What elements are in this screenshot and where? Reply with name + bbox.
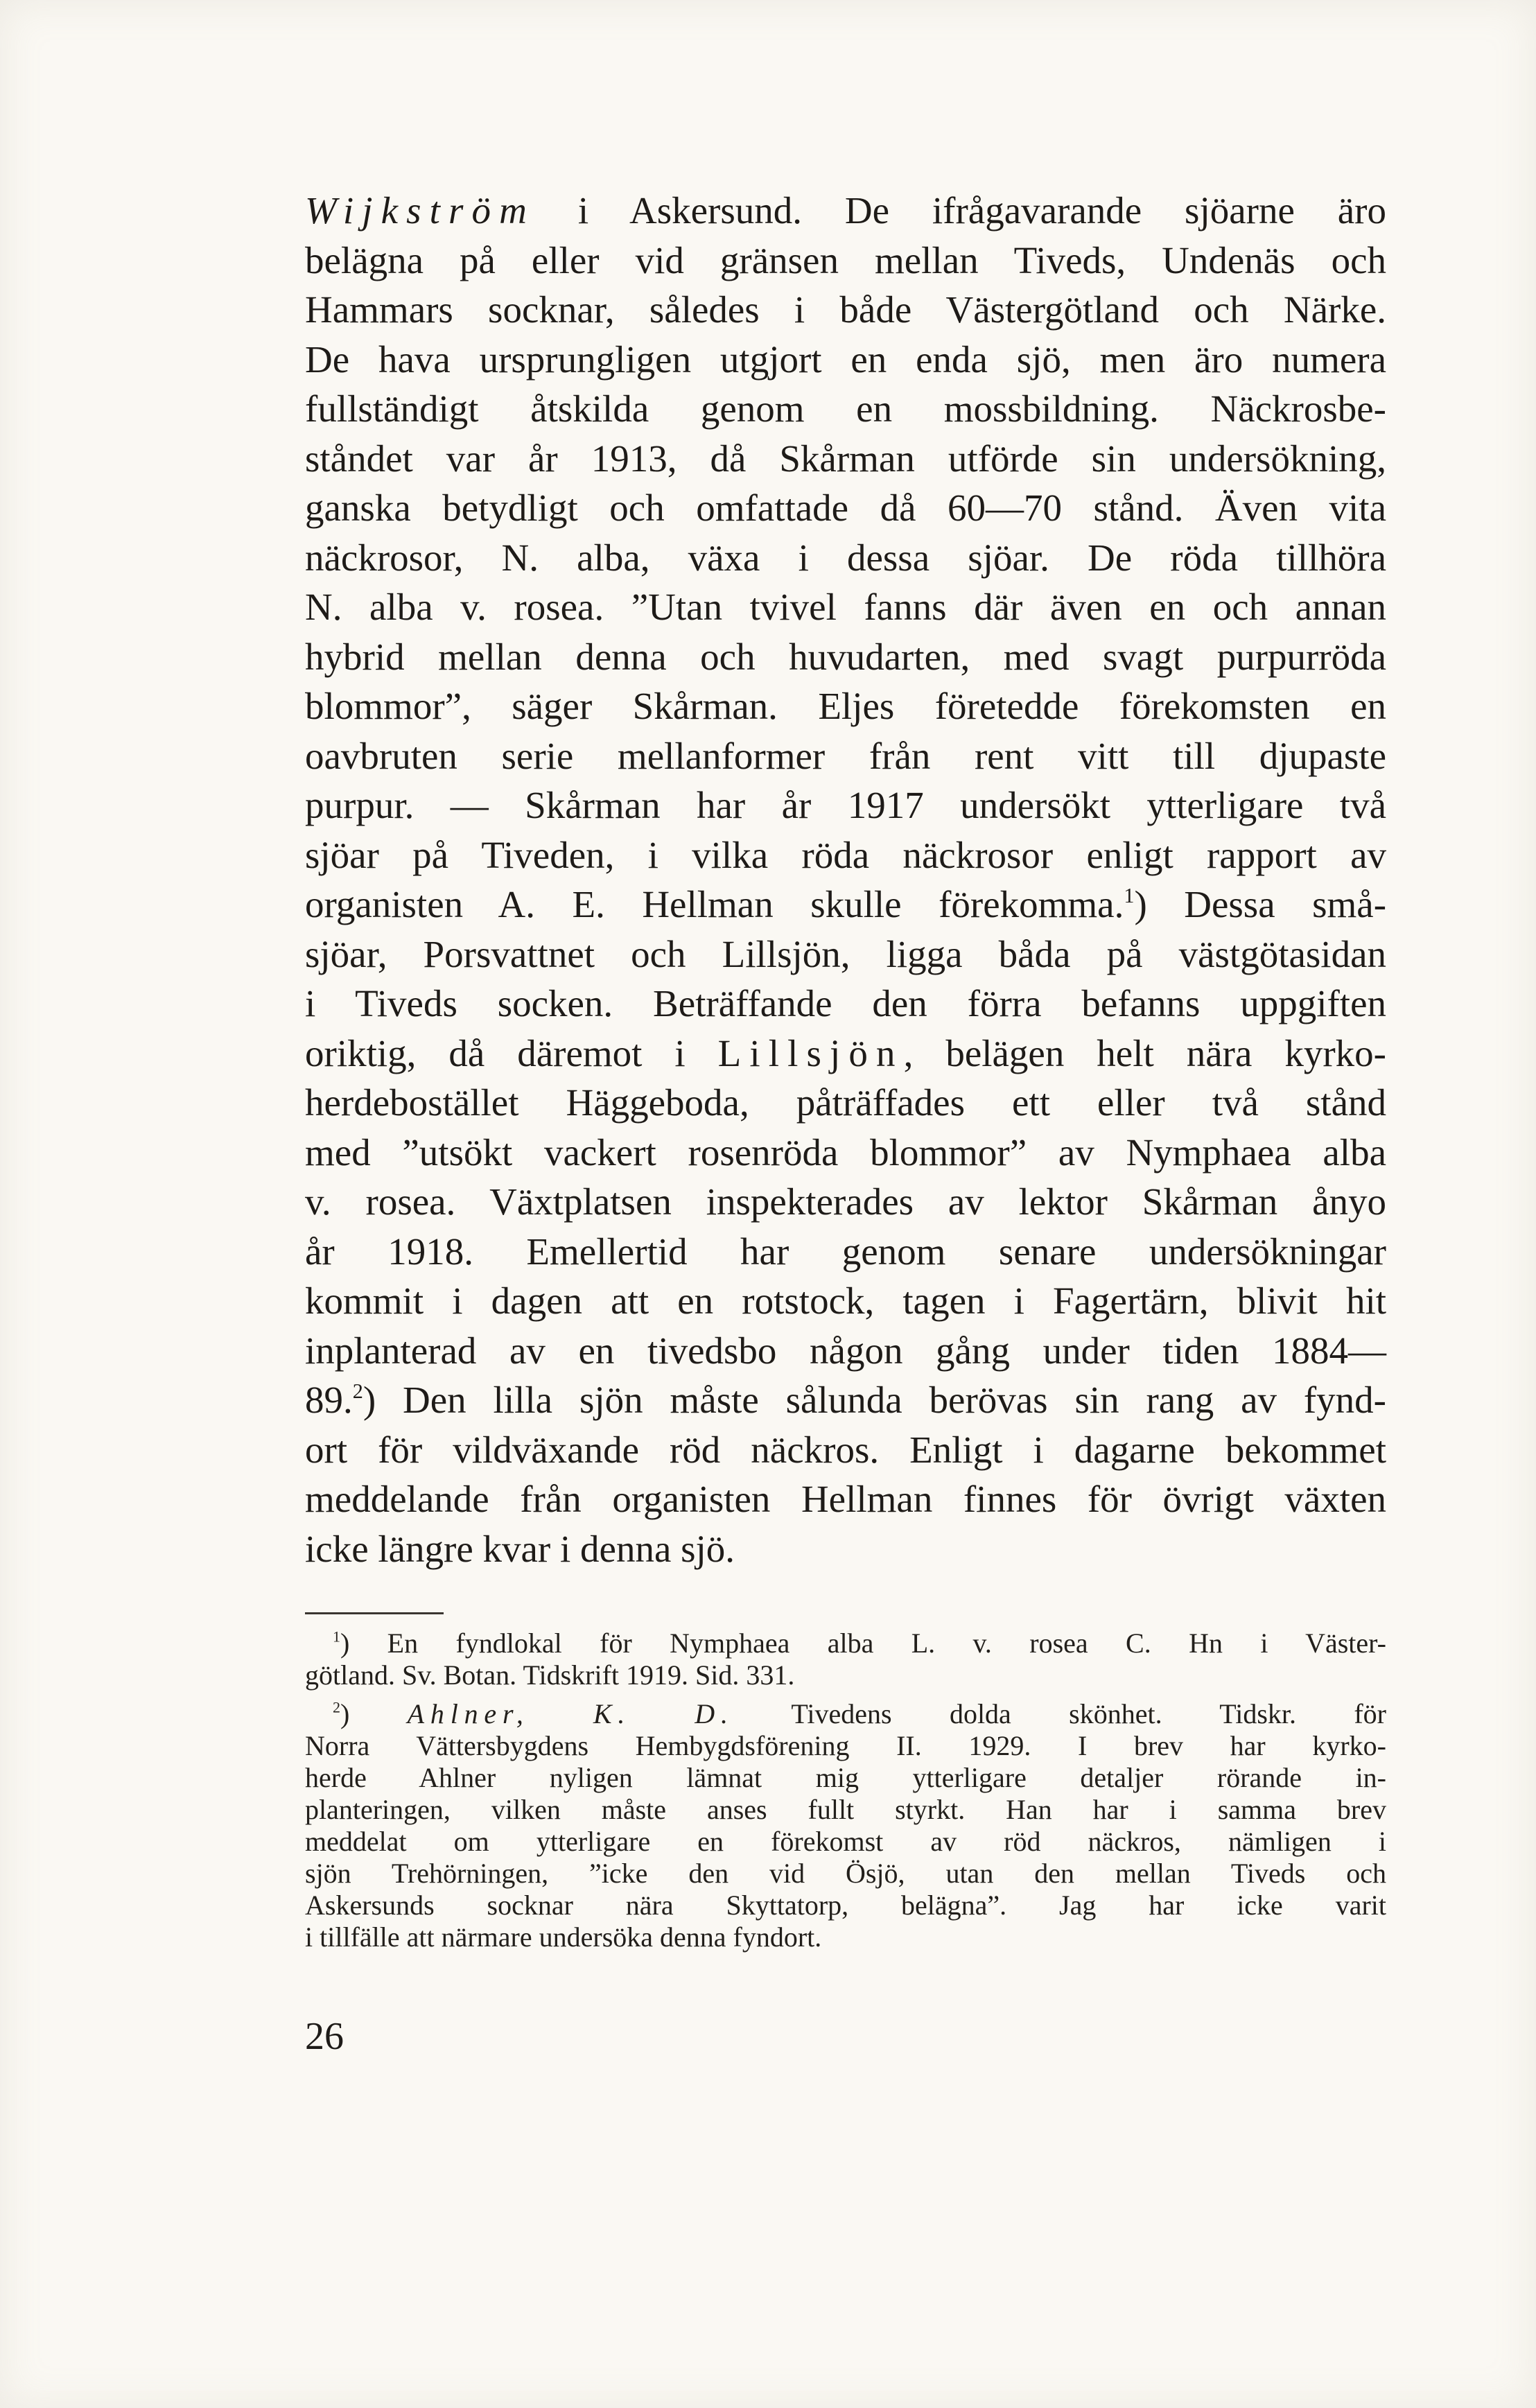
- body-line-9: N. alba v. rosea. ”Utan tvivel fanns där även en och annan: [305, 586, 1386, 628]
- author-name-spaced: Wijkström: [305, 189, 535, 232]
- body-line-2: belägna på eller vid gränsen mellan Tiveds, Undenäs och: [305, 238, 1386, 281]
- body-line-21: v. rosea. Växtplatsen inspekterades av lektor Skårman ånyo: [305, 1180, 1386, 1223]
- footnote-2-line-8: i tillfälle att närmare undersöka denna fyndort.: [305, 1921, 822, 1953]
- footnote-1: [305, 1628, 1386, 1691]
- body-line-1: Wijkström i Askersund. De ifrågavarande sjöarne äro: [305, 189, 1386, 232]
- body-line-28: icke längre kvar i denna sjö.: [305, 1527, 735, 1570]
- body-line-12: oavbruten serie mellanformer från rent vitt till djupaste: [305, 734, 1386, 777]
- body-line-23: kommit i dagen att en rotstock, tagen i Fagertärn, blivit hit: [305, 1280, 1386, 1322]
- footnote-2-line-2: Norra Vättersbygdens Hembygdsförening II. 1929. I brev har kyrko-: [305, 1730, 1386, 1761]
- body-line-15: organisten A. E. Hellman skulle förekomma.$^1$) Dessa små-: [305, 883, 1387, 925]
- body-line-24: inplanterad av en tivedsbo någon gång under tiden 1884—: [305, 1329, 1386, 1372]
- footnote-2-line-6: sjön Trehörningen, ”icke den vid Ösjö, utan den mellan Tiveds och: [305, 1858, 1386, 1889]
- footnote-1-line-1: $^1$) En fyndlokal för Nymphaea alba L. v. rosea C. Hn i Väster-: [333, 1628, 1386, 1659]
- footnote-divider: [305, 1612, 444, 1614]
- lake-name-spaced: Lillsjön: [717, 1031, 904, 1074]
- footnote-ref-1: 1: [1124, 883, 1135, 907]
- body-line-20: med ”utsökt vackert rosenröda blommor” av Nymphaea alba: [305, 1131, 1386, 1174]
- footnote-marker-2: 2: [333, 1698, 340, 1716]
- body-line-7: ganska betydligt och omfattade då 60—70 stånd. Även vita: [305, 487, 1386, 529]
- footnote-ref-2: 2: [352, 1379, 363, 1403]
- footnote-2: [305, 1698, 1386, 1953]
- body-line-5: fullständigt åtskilda genom en mossbildning. Näckrosbe-: [305, 387, 1386, 430]
- footnote-2-line-5: meddelat om ytterligare en förekomst av röd näckros, nämligen i: [305, 1826, 1386, 1857]
- body-line-27: meddelande från organisten Hellman finnes för övrigt växten: [305, 1478, 1386, 1520]
- body-line-10: hybrid mellan denna och huvudarten, med svagt purpurröda: [305, 635, 1386, 678]
- body-line-17: i Tiveds socken. Beträffande den förra befanns uppgiften: [305, 982, 1386, 1024]
- footnote-2-line-7: Askersunds socknar nära Skyttatorp, belägna”. Jag har icke varit: [305, 1890, 1386, 1921]
- body-line-13: purpur. — Skårman har år 1917 undersökt ytterligare två: [305, 784, 1386, 826]
- body-line-6: ståndet var år 1913, då Skårman utförde sin undersökning,: [305, 437, 1386, 480]
- footnote-marker-1: 1: [333, 1628, 340, 1646]
- body-line-18: oriktig, då däremot i Lillsjön, belägen helt nära kyrko-: [305, 1031, 1386, 1074]
- footnote-author-spaced: Ahlner, K. D.: [407, 1698, 734, 1729]
- body-line-16: sjöar, Porsvattnet och Lillsjön, ligga båda på västgötasidan: [305, 932, 1386, 975]
- footnote-2-line-4: planteringen, vilken måste anses fullt styrkt. Han har i samma brev: [305, 1794, 1386, 1825]
- body-line-8: näckrosor, N. alba, växa i dessa sjöar. De röda tillhöra: [305, 536, 1386, 579]
- footnote-2-line-3: herde Ahlner nyligen lämnat mig ytterligare detaljer rörande in-: [305, 1762, 1386, 1793]
- footnotes: [305, 1628, 1386, 1953]
- body-line-11: blommor”, säger Skårman. Eljes företedde förekomsten en: [305, 685, 1386, 727]
- body-line-4: De hava ursprungligen utgjort en enda sjö, men äro numera: [305, 338, 1386, 381]
- footnote-2-line-1: $^2$) Ahlner, K. D. Tivedens dolda skönhet. Tidskr. för: [333, 1698, 1387, 1729]
- body-line-26: ort för vildväxande röd näckros. Enligt i dagarne bekommet: [305, 1428, 1386, 1471]
- body-text: [305, 186, 1386, 1573]
- page-number: 26: [305, 2015, 344, 2058]
- body-line-22: år 1918. Emellertid har genom senare undersökningar: [305, 1230, 1386, 1273]
- body-line-3: Hammars socknar, således i både Västergötland och Närke.: [305, 288, 1386, 331]
- footnote-1-line-2: götland. Sv. Botan. Tidskrift 1919. Sid. 331.: [305, 1659, 795, 1691]
- body-line-14: sjöar på Tiveden, i vilka röda näckrosor enligt rapport av: [305, 833, 1386, 876]
- body-line-25: 89.$^2$) Den lilla sjön måste sålunda berövas sin rang av fynd-: [305, 1379, 1386, 1421]
- body-line-19: herdebostället Häggeboda, påträffades ett eller två stånd: [305, 1081, 1386, 1124]
